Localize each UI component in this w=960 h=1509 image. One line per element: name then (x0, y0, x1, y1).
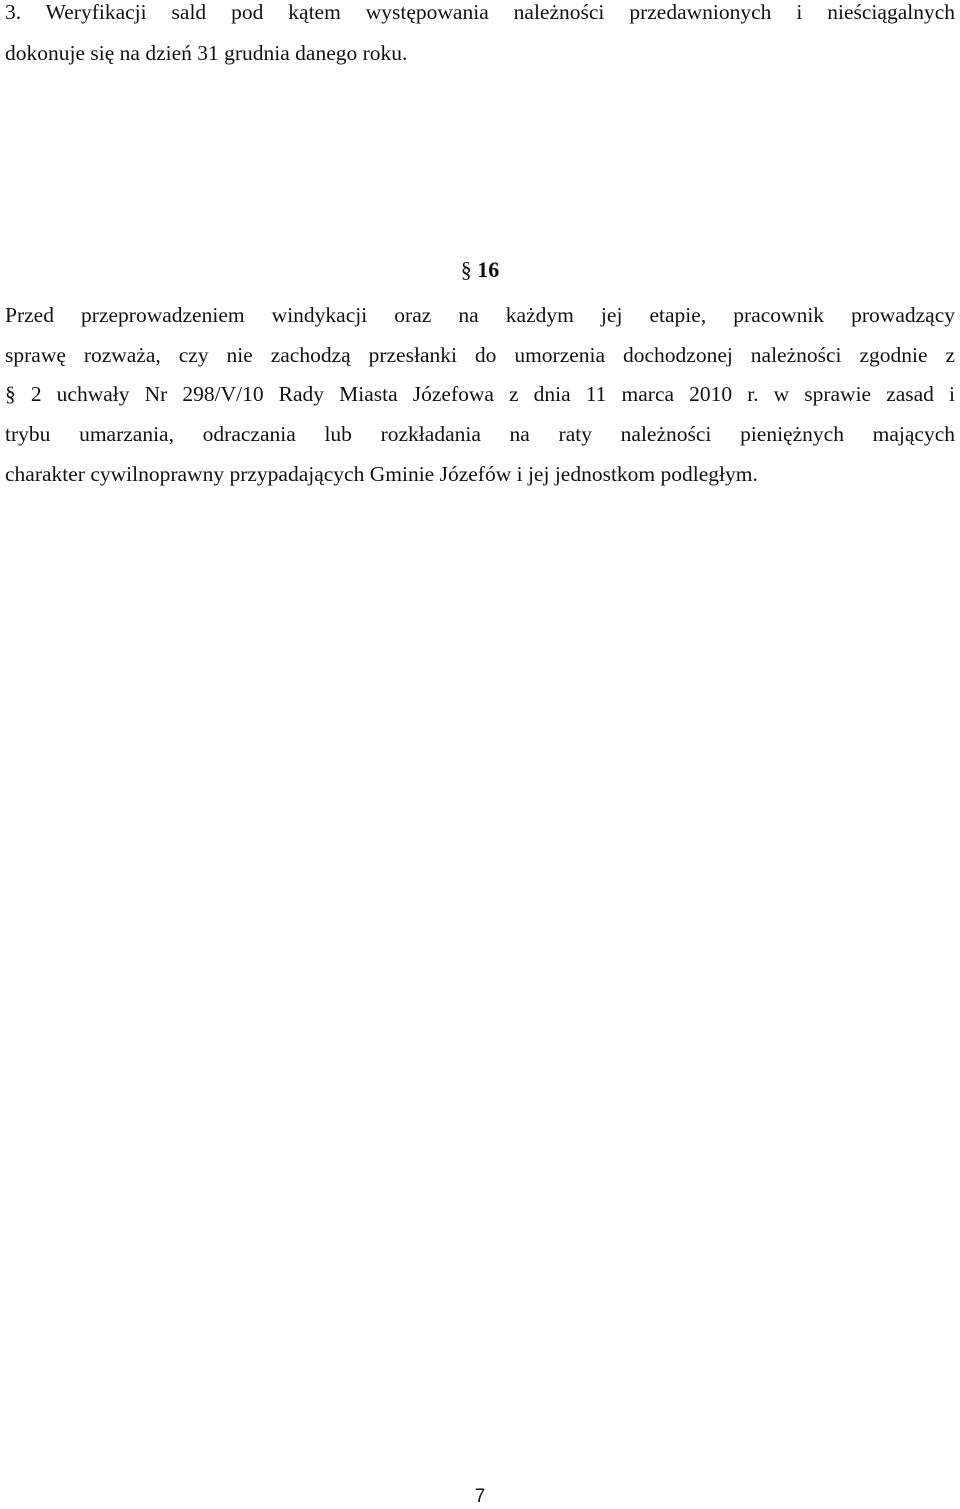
page-number: 7 (474, 1486, 486, 1507)
paragraph-line-4: trybu umarzania, odraczania lub rozkładania na raty należności pieniężnych mających (5, 422, 955, 446)
section-number: 16 (477, 257, 500, 282)
section-heading (0, 259, 960, 281)
paragraph-line-5: charakter cywilnoprawny przypadających Gminie Józefów i jej jednostkom podległym. (5, 462, 758, 486)
section-symbol: § (460, 257, 472, 282)
paragraph-line-2: sprawę rozważa, czy nie zachodzą przesłanki do umorzenia dochodzonej należności zgodnie z (5, 343, 955, 367)
paragraph-line-3: § 2 uchwały Nr 298/V/10 Rady Miasta Józefowa z dnia 11 marca 2010 r. w sprawie zasad i (5, 382, 955, 406)
point-3-line-2: dokonuje się na dzień 31 grudnia danego roku. (5, 41, 408, 65)
paragraph-line-1: Przed przeprowadzeniem windykacji oraz na każdym jej etapie, pracownik prowadzący (5, 303, 955, 327)
point-3-line-1: 3. Weryfikacji sald pod kątem występowania należności przedawnionych i nieściągalnych (5, 0, 955, 24)
